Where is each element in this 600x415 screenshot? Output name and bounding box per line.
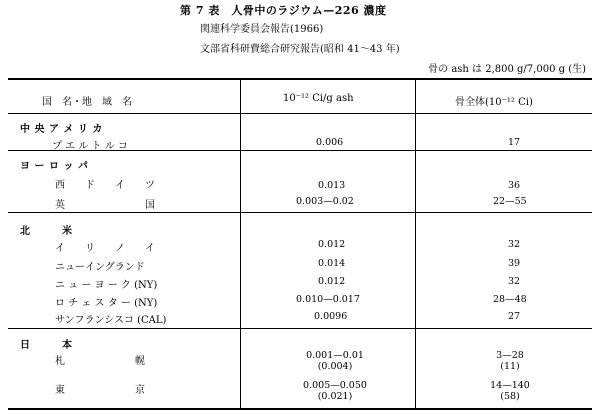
row-whole: 36 xyxy=(508,180,521,191)
group-label: ヨ ー ロ ッ パ xyxy=(20,161,89,172)
source-note-1: 関連科学委員会報告(1966) xyxy=(200,24,324,35)
per-ash-mean: (0.004) xyxy=(317,361,353,372)
table-title: 第 7 表 人骨中のラジウム—226 濃度 xyxy=(180,4,387,17)
header-per-ash: 10⁻¹² Ci/g ash xyxy=(283,93,354,104)
row-name: イ リ ノ イ xyxy=(55,243,155,254)
row-name: ニューイングランド xyxy=(55,262,145,273)
row-per-ash: 0.013 xyxy=(318,180,346,191)
whole-mean: (58) xyxy=(500,391,520,402)
row-per-ash: 0.0096 xyxy=(314,311,348,322)
header-rule xyxy=(8,113,592,114)
row-name: 英 国 xyxy=(55,200,155,211)
row-name: サンフランシスコ (CAL) xyxy=(55,315,167,326)
ash-note: 骨の ash は 2,800 g/7,000 g (生) xyxy=(428,64,586,75)
group-divider-2 xyxy=(8,212,592,213)
header-region: 国 名・地 域 名 xyxy=(42,97,132,108)
source-note-2: 文部省科研費総合研究報告(昭和 41～43 年) xyxy=(200,44,400,55)
row-whole: 32 xyxy=(508,239,521,250)
row-whole: 27 xyxy=(508,311,521,322)
row-whole: 39 xyxy=(508,258,521,269)
column-divider-2 xyxy=(415,79,416,409)
row-per-ash: 0.014 xyxy=(318,258,346,269)
row-whole xyxy=(480,380,540,402)
group-label: 日 本 xyxy=(20,340,73,351)
row-whole: 32 xyxy=(508,276,521,287)
row-per-ash xyxy=(290,380,380,402)
group-divider-3 xyxy=(8,328,592,329)
table-top-rule xyxy=(8,78,592,80)
table-bottom-rule xyxy=(8,408,592,410)
row-per-ash: 0.006 xyxy=(316,137,344,148)
row-name: プ エ ル ト ル コ xyxy=(52,141,128,152)
row-name: ニ ュ ー ヨ ー ク (NY) xyxy=(55,280,158,291)
per-ash-range: 0.001—0.01 xyxy=(306,350,364,361)
row-whole: 28—48 xyxy=(493,294,527,305)
whole-range: 3—28 xyxy=(496,350,524,361)
row-name: 西 ド イ ツ xyxy=(55,180,155,191)
row-per-ash: 0.012 xyxy=(318,239,346,250)
row-per-ash: 0.003—0.02 xyxy=(296,196,354,207)
per-ash-range: 0.005—0.050 xyxy=(303,380,367,391)
row-whole: 17 xyxy=(508,137,521,148)
whole-mean: (11) xyxy=(500,361,520,372)
row-per-ash: 0.010—0.017 xyxy=(296,294,360,305)
row-name: 札 幌 xyxy=(55,356,145,367)
row-whole: 22—55 xyxy=(493,196,527,207)
group-label: 中 央 ア メ リ カ xyxy=(20,124,103,135)
row-whole xyxy=(480,350,540,372)
row-name: ロ チ ェ ス タ ー (NY) xyxy=(55,298,158,309)
row-name: 東 京 xyxy=(55,385,145,396)
row-per-ash xyxy=(290,350,380,372)
header-whole-bone: 骨全体(10⁻¹² Ci) xyxy=(455,97,533,108)
whole-range: 14—140 xyxy=(490,380,530,391)
group-label: 北 米 xyxy=(20,226,73,237)
per-ash-mean: (0.021) xyxy=(317,391,353,402)
column-divider-1 xyxy=(240,79,241,409)
row-per-ash: 0.012 xyxy=(318,276,346,287)
